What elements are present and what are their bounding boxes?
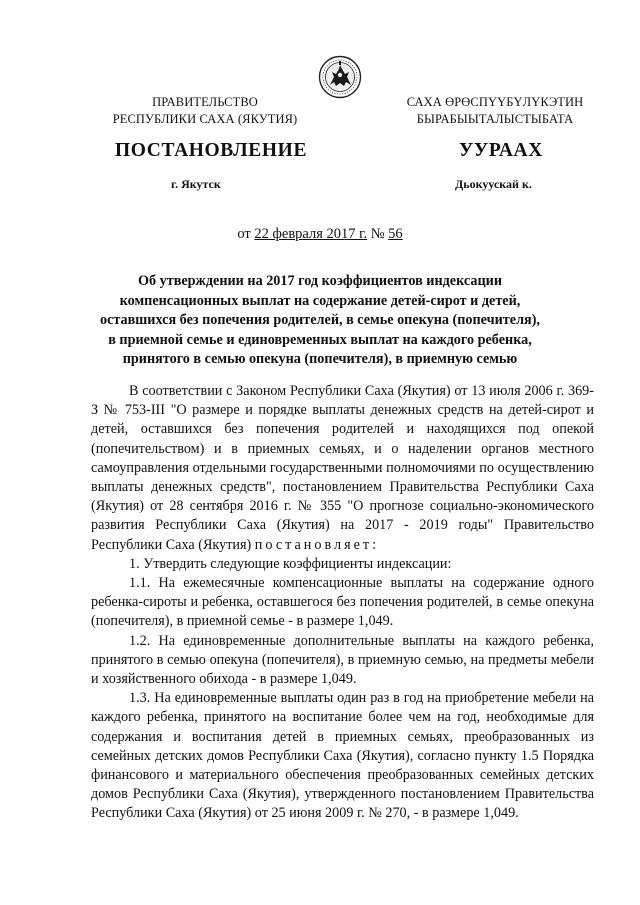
org-name-sakha <box>380 94 610 128</box>
title-line-5: принятого в семью опекуна (попечителя), в приемную семью <box>122 351 518 367</box>
city-sakha: Дьокуускай к. <box>455 177 532 191</box>
date-prefix: от <box>237 226 251 242</box>
title-line-1: Об утверждении на 2017 год коэффициентов индексации <box>137 273 503 289</box>
item-1: 1. Утвердить следующие коэффициенты индексации: <box>129 555 452 572</box>
title-line-3: оставшихся без попечения родителей, в семье опекуна (попечителя), <box>100 312 540 328</box>
document-date-line <box>0 226 640 243</box>
org-name-sakha-line1: САХА ӨРӨСПҮҮБҮЛҮКЭТИН <box>406 95 584 109</box>
city-russian: г. Якутск <box>171 177 221 191</box>
document-body <box>91 382 594 824</box>
document-date: 22 февраля 2017 г. <box>254 226 368 242</box>
item-1-3: 1.3. На единовременные выплаты один раз в год на приобретение мебели на каждого ребенка, принятого на воспитание более чем на год, необходимые для содержания и воспитания детей в приемных семьях, преобразованных из семейных детских домов Республики Саха (Якутия), согласно пункту 1.5 Порядка финансового и материального обеспечения преобразованных семейных детских домов Республики Саха (Якутия), утвержденного постановлением Правительства Республики Саха (Якутия) от 25 июня 2009 г. № 270, - в размере 1,049. <box>91 690 594 822</box>
item-1-1: 1.1. На ежемесячные компенсационные выплаты на содержание одного ребенка-сироты и ребенка, оставшегося без попечения родителей, в семье опекуна (попечителя), в приемной семье - в размере 1,049. <box>91 575 594 630</box>
item-1-2: 1.2. На единовременные дополнительные выплаты на каждого ребенка, принятого в семью опекуна (попечителя), в приемную семью, на предметы мебели и хозяйственного обихода - в размере 1,049. <box>91 632 594 688</box>
org-name-russian-line1: ПРАВИТЕЛЬСТВО <box>152 95 258 109</box>
doc-type-russian: ПОСТАНОВЛЕНИЕ <box>115 140 308 161</box>
doc-type-sakha: УУРААХ <box>459 140 543 161</box>
org-name-russian-line2: РЕСПУБЛИКИ САХА (ЯКУТИЯ) <box>112 112 298 126</box>
preamble-paragraph <box>91 382 594 555</box>
document-number: 56 <box>388 226 403 242</box>
org-name-russian <box>95 94 315 128</box>
title-line-2: компенсационных выплат на содержание детей-сирот и детей, <box>119 292 521 309</box>
number-sign: № <box>370 226 385 242</box>
resolves-word: постановляет: <box>254 536 380 553</box>
sakha-republic-emblem-icon <box>318 55 362 99</box>
document-title <box>60 272 580 370</box>
title-line-4: в приемной семье и единовременных выплат на каждого ребенка, <box>108 331 532 348</box>
preamble-text: В соответствии с Законом Республики Саха (Якутия) от 13 июля 2006 г. 369-З № 753-III "О размере и порядке выплаты денежных средств на детей-сирот и детей, оставшихся без попечения родителей и находящихся под опекой (попечительством) и в приемных семьях, и о наделении органов местного самоуправления отдельными государственными полномочиями по осуществлению выплаты денежных средств", постановлением Правительства Республики Саха (Якутия) от 28 сентября 2016 г. № 355 "О прогнозе социально-экономического развития Республики Саха (Якутия) на 2017 - 2019 годы" Правительство Республики Саха (Якутия) <box>91 383 594 553</box>
org-name-sakha-line2: БЫРАБЫЫТАЛЫСТЫБАТА <box>416 112 574 126</box>
